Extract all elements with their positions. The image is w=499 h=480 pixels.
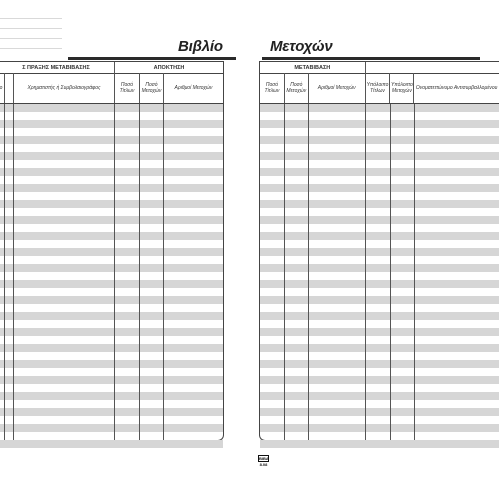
column-rule bbox=[114, 104, 115, 440]
column-rule bbox=[139, 104, 140, 440]
ledger-row-stripe bbox=[0, 408, 223, 416]
ledger-row-stripe bbox=[0, 104, 223, 112]
ledger-row-stripe bbox=[260, 104, 499, 112]
left-page bbox=[0, 0, 240, 480]
ledger-row-stripe bbox=[0, 152, 223, 160]
column-rule bbox=[414, 104, 415, 440]
col-header-date bbox=[5, 73, 14, 103]
column-header-row bbox=[0, 73, 223, 104]
ledger-row-stripe bbox=[0, 360, 223, 368]
column-rule bbox=[365, 104, 366, 440]
col-header-counterparty: Ονοματεπώνυμο Αντισυμβαλλομένου bbox=[415, 85, 498, 91]
ledger-row-stripe bbox=[0, 120, 223, 128]
register-table-right bbox=[259, 61, 499, 441]
ledger-row-stripe bbox=[260, 232, 499, 240]
ledger-row-stripe bbox=[260, 360, 499, 368]
ledger-row-stripe bbox=[260, 152, 499, 160]
col-header-title-amount: Ποσό Τίτλων bbox=[260, 73, 285, 103]
col-header-title-amount: Ποσό Τίτλων bbox=[115, 73, 140, 103]
ledger-row-stripe bbox=[0, 440, 223, 448]
ledger-row-stripe bbox=[260, 184, 499, 192]
ledger-row-stripe bbox=[0, 312, 223, 320]
ledger-row-stripe bbox=[0, 168, 223, 176]
table-body-right bbox=[260, 104, 499, 440]
col-header-broker: Χρηματιστής ή Συμβολαιογράφος bbox=[14, 73, 115, 103]
col-header-share-amount: Ποσό Μετοχών bbox=[285, 73, 309, 103]
ledger-row-stripe bbox=[260, 200, 499, 208]
ledger-row-stripe bbox=[260, 264, 499, 272]
col-header-share-numbers: Αριθμοί Μετοχών bbox=[174, 85, 213, 91]
publisher-logo bbox=[258, 455, 269, 465]
ledger-row-stripe bbox=[0, 248, 223, 256]
ledger-row-stripe bbox=[260, 120, 499, 128]
ledger-row-stripe bbox=[260, 408, 499, 416]
title-rule-left bbox=[68, 57, 236, 60]
group-header-transfer: ΜΕΤΑΒΙΒΑΣΗ bbox=[260, 62, 366, 73]
form-code: 8.08 bbox=[259, 462, 268, 467]
ledger-row-stripe bbox=[260, 392, 499, 400]
ledger-row-stripe bbox=[0, 376, 223, 384]
ledger-row-stripe bbox=[260, 296, 499, 304]
col-header-share-amount: Ποσό Μετοχών bbox=[140, 73, 164, 103]
ledger-row-stripe bbox=[260, 344, 499, 352]
ledger-row-stripe bbox=[260, 136, 499, 144]
group-header-transfer-act: Σ ΠΡΑΞΗΣ ΜΕΤΑΒΙΒΑΣΗΣ bbox=[0, 62, 115, 73]
ledger-row-stripe bbox=[260, 168, 499, 176]
col-header-share-numbers: Αριθμοί Μετοχών bbox=[309, 73, 366, 103]
ledger-row-stripe bbox=[260, 280, 499, 288]
ledger-row-stripe bbox=[260, 424, 499, 432]
ledger-row-stripe bbox=[260, 216, 499, 224]
ledger-row-stripe bbox=[0, 296, 223, 304]
ledger-row-stripe bbox=[0, 200, 223, 208]
ledger-row-stripe bbox=[260, 376, 499, 384]
ledger-row-stripe bbox=[0, 392, 223, 400]
guide-lines bbox=[0, 18, 62, 58]
ledger-row-stripe bbox=[260, 440, 499, 448]
column-header-row bbox=[260, 73, 499, 104]
ledger-row-stripe bbox=[0, 328, 223, 336]
page-title-left: Βιβλίο bbox=[178, 38, 223, 55]
ledger-row-stripe bbox=[260, 248, 499, 256]
group-header-blank bbox=[366, 62, 499, 73]
register-table-left bbox=[0, 61, 224, 441]
title-rule-right bbox=[262, 57, 480, 60]
ledger-row-stripe bbox=[260, 328, 499, 336]
ledger-row-stripe bbox=[0, 216, 223, 224]
group-header-acquisition: ΑΠΟΚΤΗΣΗ bbox=[153, 64, 185, 71]
ledger-row-stripe bbox=[0, 136, 223, 144]
ledger-row-stripe bbox=[260, 312, 499, 320]
column-rule bbox=[390, 104, 391, 440]
ledger-row-stripe bbox=[0, 184, 223, 192]
column-rule bbox=[4, 104, 5, 440]
col-header-title-balance: Υπόλοιπο Τίτλων bbox=[366, 73, 391, 103]
col-header-share-balance: Υπόλοιπο Μετοχών bbox=[390, 73, 414, 103]
page-title-right: Μετοχών bbox=[270, 38, 333, 55]
column-rule bbox=[308, 104, 309, 440]
publisher-brand: BIBA bbox=[259, 456, 269, 461]
table-body-left bbox=[0, 104, 223, 440]
column-rule bbox=[284, 104, 285, 440]
ledger-row-stripe bbox=[0, 344, 223, 352]
ledger-row-stripe bbox=[0, 232, 223, 240]
column-rule bbox=[163, 104, 164, 440]
ledger-row-stripe bbox=[0, 280, 223, 288]
ledger-row-stripe bbox=[0, 264, 223, 272]
ledger-row-stripe bbox=[0, 424, 223, 432]
column-rule bbox=[13, 104, 14, 440]
